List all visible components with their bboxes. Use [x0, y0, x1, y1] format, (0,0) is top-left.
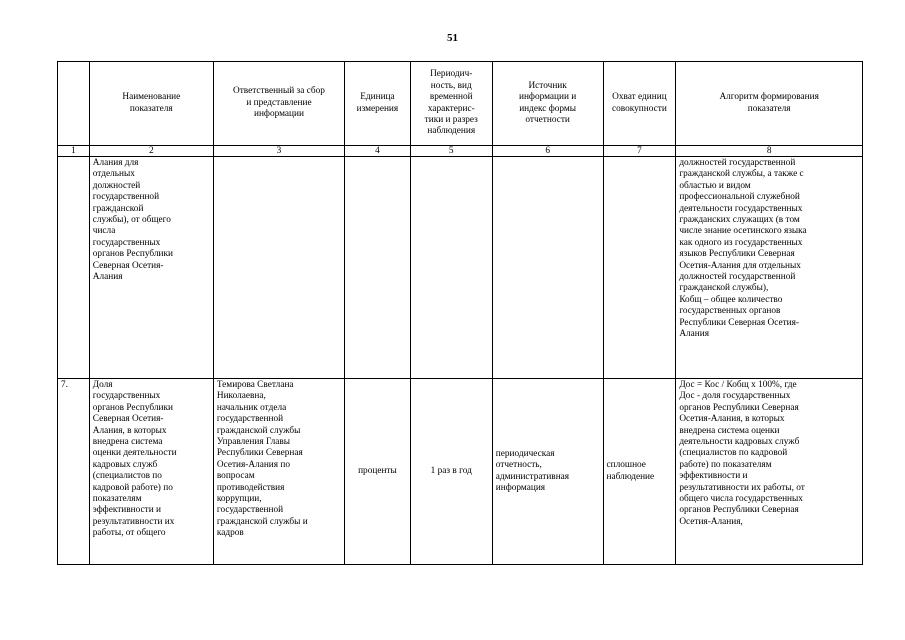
- text-line: общего числа государственных: [679, 494, 803, 505]
- text-line: Северная Осетия-: [92, 260, 164, 271]
- text-line: противодействия: [216, 482, 285, 493]
- text-line: индекс формы: [519, 103, 577, 114]
- header-cell-name: [89, 62, 213, 146]
- coverage-cell: [603, 379, 676, 565]
- column-number: 1: [58, 146, 90, 157]
- text-line: совокупности: [612, 103, 667, 114]
- text-line: Кобщ – общее количество: [679, 294, 783, 305]
- text-line: Ответственный за сбор: [233, 86, 325, 97]
- header-cell-algorithm: [676, 62, 863, 146]
- text-line: Периодич-: [430, 69, 473, 80]
- text-line: государственных органов: [679, 306, 781, 317]
- text-line: эффективности и: [679, 471, 748, 482]
- header-cell-number: [58, 62, 90, 146]
- text-line: Республики Северная Осетия-: [679, 317, 800, 328]
- column-number: 4: [345, 146, 411, 157]
- column-number: 7: [603, 146, 676, 157]
- text-line: числа: [92, 226, 116, 237]
- algorithm-cell: [676, 379, 863, 565]
- periodicity-cell: 1 раз в год: [410, 379, 492, 565]
- source-cell: [492, 157, 603, 379]
- text-line: Темирова Светлана: [216, 380, 294, 390]
- text-line: работе) по показателям: [679, 459, 772, 470]
- indicator-name-cell: [89, 379, 213, 565]
- text-line: языков Республики Северная: [679, 249, 795, 260]
- indicator-name-cell: [89, 157, 213, 379]
- text-line: внедрена система оценки: [679, 425, 780, 436]
- column-number: 5: [410, 146, 492, 157]
- text-line: органов Республики: [92, 402, 173, 413]
- text-line: Дос = Кос / Кобщ х 100%, где: [679, 380, 797, 390]
- text-line: Осетия-Алания по: [216, 459, 291, 470]
- header-cell-source: [492, 62, 603, 146]
- text-line: гражданской службы и: [216, 516, 308, 527]
- text-line: гражданской службы: [216, 425, 301, 436]
- column-number: 8: [676, 146, 863, 157]
- text-line: Управления Главы: [216, 437, 291, 448]
- text-line: областью и видом: [679, 180, 751, 191]
- text-line: гражданской службы),: [679, 283, 769, 294]
- column-number: 6: [492, 146, 603, 157]
- text-line: органов Республики Северная: [679, 402, 799, 413]
- unit-cell: проценты: [345, 379, 411, 565]
- text-line: Алания, в которых: [92, 425, 167, 436]
- text-line: отдельных: [92, 169, 135, 180]
- text-line: информации: [253, 109, 304, 120]
- text-line: кадровых служб: [92, 459, 158, 470]
- table-row-continuation: [58, 157, 863, 379]
- text-line: Дос - доля государственных: [679, 391, 791, 402]
- text-line: деятельности кадровых служб: [679, 437, 800, 448]
- text-line: временной: [429, 92, 473, 103]
- header-cell-unit: [345, 62, 411, 146]
- text-line: Северная Осетия-: [92, 414, 164, 425]
- text-line: показателям: [92, 494, 142, 505]
- algorithm-cell: [676, 157, 863, 379]
- text-line: административная: [495, 471, 570, 482]
- text-line: оценки деятельности: [92, 448, 177, 459]
- text-line: органов Республики: [92, 249, 173, 260]
- text-line: кадровой работе) по: [92, 482, 173, 493]
- header-cell-responsible: [213, 62, 344, 146]
- text-line: наблюдение: [606, 471, 655, 482]
- text-line: гражданских служащих (в том: [679, 215, 800, 226]
- header-cell-coverage: [603, 62, 676, 146]
- text-line: Наименование: [122, 92, 181, 103]
- coverage-cell: [603, 157, 676, 379]
- text-line: должностей: [92, 180, 141, 191]
- text-line: Доля: [92, 380, 113, 390]
- text-line: должностей государственной: [679, 272, 796, 283]
- text-line: Охват единиц: [612, 92, 667, 103]
- text-line: Осетия-Алания для отдельных: [679, 260, 801, 271]
- text-line: Алгоритм формирования: [719, 92, 819, 103]
- text-line: гражданской: [92, 203, 144, 214]
- text-line: внедрена система: [92, 437, 163, 448]
- indicator-table: [57, 61, 863, 565]
- text-line: работы, от общего: [92, 528, 166, 539]
- text-line: кадров: [216, 528, 244, 539]
- text-line: государственных: [92, 237, 161, 248]
- text-line: числе знание осетинского языка: [679, 226, 807, 237]
- text-line: характерис-: [427, 103, 475, 114]
- text-line: Осетия-Алания, в которых: [679, 414, 785, 425]
- text-line: результативности их работы, от: [679, 482, 805, 493]
- text-line: показателя: [129, 103, 173, 114]
- text-line: ность, вид: [430, 80, 472, 91]
- text-line: государственной: [216, 505, 284, 516]
- row-number-cell: [58, 157, 90, 379]
- text-line: Алания: [679, 329, 710, 340]
- responsible-cell: [213, 379, 344, 565]
- text-line: отчетность,: [495, 460, 542, 471]
- text-line: государственной: [92, 192, 160, 203]
- table-row-7: [58, 379, 863, 565]
- text-line: информация: [495, 482, 546, 493]
- text-line: коррупции,: [216, 494, 262, 505]
- source-cell: [492, 379, 603, 565]
- text-line: Республики Северная: [216, 448, 303, 459]
- text-line: Источник: [528, 80, 567, 91]
- text-line: как одного из государственных: [679, 237, 803, 248]
- text-line: начальник отдела: [216, 402, 287, 413]
- text-line: Единица: [360, 92, 395, 103]
- text-line: вопросам: [216, 471, 255, 482]
- text-line: государственной: [216, 414, 284, 425]
- text-line: Алания: [92, 272, 123, 283]
- text-line: службы), от общего: [92, 215, 171, 226]
- periodicity-cell: [410, 157, 492, 379]
- text-line: наблюдения: [427, 126, 476, 137]
- unit-cell: [345, 157, 411, 379]
- page-number: 51: [447, 32, 458, 44]
- header-cell-periodicity: [410, 62, 492, 146]
- text-line: должностей государственной: [679, 158, 796, 168]
- row-number-cell: 7.: [58, 379, 90, 565]
- text-line: органов Республики Северная: [679, 505, 799, 516]
- text-line: информации и: [518, 92, 577, 103]
- column-number: 3: [213, 146, 344, 157]
- text-line: деятельности государственных: [679, 203, 803, 214]
- text-line: периодическая: [495, 448, 555, 459]
- text-line: (специалистов по: [92, 471, 162, 482]
- text-line: сплошное: [606, 460, 646, 471]
- text-line: эффективности и: [92, 505, 161, 516]
- text-line: Алания для: [92, 158, 139, 168]
- text-line: измерения: [356, 103, 399, 114]
- text-line: Николаевна,: [216, 391, 266, 402]
- text-line: тики и разрез: [424, 114, 478, 125]
- responsible-cell: [213, 157, 344, 379]
- column-number-row: [58, 146, 863, 157]
- text-line: государственных: [92, 391, 161, 402]
- text-line: отчетности: [525, 114, 570, 125]
- text-line: Осетия-Алания,: [679, 516, 743, 527]
- header-row: [58, 62, 863, 146]
- text-line: результативности их: [92, 516, 175, 527]
- text-line: гражданской службы, а также с: [679, 169, 804, 180]
- column-number: 2: [89, 146, 213, 157]
- text-line: и представление: [246, 97, 312, 108]
- text-line: показателя: [747, 103, 791, 114]
- text-line: профессиональной служебной: [679, 192, 800, 203]
- text-line: (специалистов по кадровой: [679, 448, 788, 459]
